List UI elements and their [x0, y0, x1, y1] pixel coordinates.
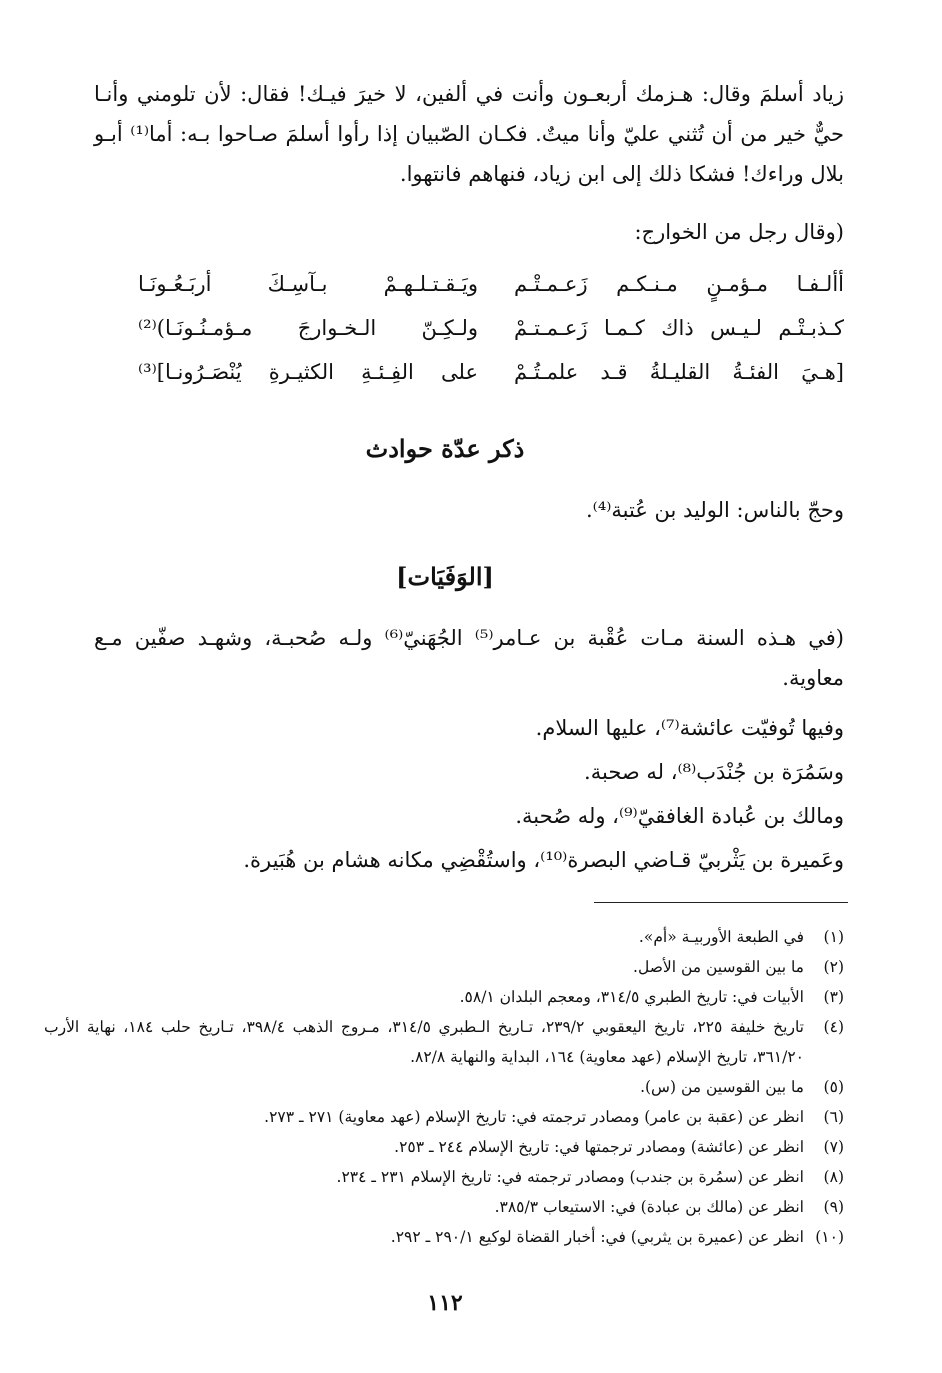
footnote-text: انظر عن (عائشة) ومصادر ترجمتها في: تاريخ الإسلام ٢٤٤ ـ ٢٥٣. — [394, 1138, 804, 1156]
poem-intro: (وقال رجل من الخوارج: — [634, 220, 844, 244]
page-number: ١١٢ — [427, 1290, 463, 1316]
footnote-number: (٩) — [823, 1198, 844, 1216]
footnote-text: انظر عن (عميرة بن يثربي) في: أخبار القضاة لوكيع ٢٩٠/١ ـ ٢٩٢. — [390, 1228, 804, 1246]
death-entry: وسَمُرَة بن جُنْدَب⁽⁸⁾، له صحبة. — [584, 760, 844, 784]
footnote-divider — [594, 902, 848, 903]
footnote-number: (١٠) — [815, 1228, 844, 1246]
paragraph-uqba: (في هـذه السنة مـات عُقْبة بن عـامر⁽⁵⁾ الجُهَنيّ⁽⁶⁾ ولـه صُحبـة، وشهـد صفّين مـع معاوية. — [94, 626, 844, 690]
footnote-text: في الطبعة الأوربيـة «أم». — [638, 928, 804, 946]
footnote-text: ما بين القوسين من الأصل. — [633, 958, 804, 976]
verse-first-hemistich: أألـفـا مـؤمـنٍ مـنـكـم زَعـمـتْـم — [514, 272, 844, 296]
death-entry: ومالك بن عُبادة الغافقيّ⁽⁹⁾، وله صُحبة. — [515, 804, 844, 828]
poem-verse — [94, 306, 844, 350]
heading-events: ذكر عدّة حوادث — [365, 434, 525, 463]
poem-verse — [94, 350, 844, 394]
footnote — [44, 982, 844, 1012]
footnote — [44, 1072, 844, 1102]
footnote-number: (١) — [823, 928, 844, 946]
footnote — [44, 1132, 844, 1162]
footnote-text: انظر عن (عقبة بن عامر) ومصادر ترجمته في: تاريخ الإسلام (عهد معاوية) ٢٧١ ـ ٢٧٣. — [264, 1108, 804, 1126]
paragraph-ziyad: زياد أسلمَ وقال: هـزمك أربعـون وأنت في ألفين، لا خيرَ فيـك! فقال: لأن تلومني وأنـا حيٌّ خير من أن تُثني عليّ وأنا ميتٌ. فكـان الصّبيان إذا رأوا أسلمَ صـاحوا بـه: أما⁽¹⁾ أبـو بلال وراءك! فشكا ذلك إلى ابن زياد، فنهاهم فانتهوا. — [94, 82, 845, 186]
footnote-number: (٦) — [823, 1108, 844, 1126]
poem-verse — [94, 262, 844, 306]
footnote-text: تاريخ خليفة ٢٢٥، تاريخ اليعقوبي ٢٣٩/٢، تـاريخ الـطبري ٣١٤/٥، مـروج الذهب ٣٩٨/٤، تـاريخ حلب ١٨٤، نهاية الأرب ٣٦١/٢٠، تاريخ الإسلام (عهد معاوية) ١٦٤، البداية والنهاية ٨٢/٨. — [44, 1018, 804, 1066]
footnote-number: (٧) — [823, 1138, 844, 1156]
deaths-list — [94, 706, 844, 882]
verse-first-hemistich: [هـيَ الفئـةُ القليـلةُ قـد علمـتُـمْ — [514, 360, 844, 384]
heading-deaths: [الوَفَيَات] — [396, 562, 494, 591]
footnote — [44, 1162, 844, 1192]
verse-second-hemistich: ويَـقـتـلـهـمْ بـآسِـكَ أربَـعُـونَـا — [138, 272, 478, 296]
footnotes — [44, 922, 844, 1252]
verse-second-hemistich: على الفِـئـةِ الكثيـرةِ يُنْصَـرُونـا]⁽³⁾ — [138, 360, 478, 384]
footnote — [44, 1012, 844, 1072]
death-entry: وعَميرة بن يَثْربيّ قـاضي البصرة⁽¹⁰⁾، واستُقْضِي مكانه هشام بن هُبَيرة. — [243, 848, 844, 872]
footnote-number: (٢) — [823, 958, 844, 976]
footnote — [44, 922, 844, 952]
death-entry: وفيها تُوفيّت عائشة⁽⁷⁾، عليها السلام. — [535, 716, 844, 740]
poem — [94, 262, 844, 394]
footnote-text: انظر عن (سمُرة بن جندب) ومصادر ترجمته في: تاريخ الإسلام ٢٣١ ـ ٢٣٤. — [336, 1168, 804, 1186]
verse-second-hemistich: ولـكِـنّ الـخـوارجَ مـؤمـنُـونَـا)⁽²⁾ — [138, 316, 478, 340]
verse-first-hemistich: كـذبـتْـم لـيـس ذاك كـمـا زَعـمـتـمْ — [514, 316, 844, 340]
footnote-text: انظر عن (مالك بن عبادة) في: الاستيعاب ٣٨٥/٣. — [494, 1198, 804, 1216]
footnote-number: (٤) — [823, 1018, 844, 1036]
footnote — [44, 1222, 844, 1252]
footnote — [44, 952, 844, 982]
footnote-text: الأبيات في: تاريخ الطبري ٣١٤/٥، ومعجم البلدان ٥٨/١. — [459, 988, 804, 1006]
footnote-number: (٣) — [823, 988, 844, 1006]
footnote-number: (٨) — [823, 1168, 844, 1186]
footnote-text: ما بين القوسين من (س). — [640, 1078, 804, 1096]
footnote — [44, 1102, 844, 1132]
footnote-number: (٥) — [823, 1078, 844, 1096]
footnote — [44, 1192, 844, 1222]
hajj-leader-line: وحجّ بالناس: الوليد بن عُتبة⁽⁴⁾. — [585, 498, 844, 522]
